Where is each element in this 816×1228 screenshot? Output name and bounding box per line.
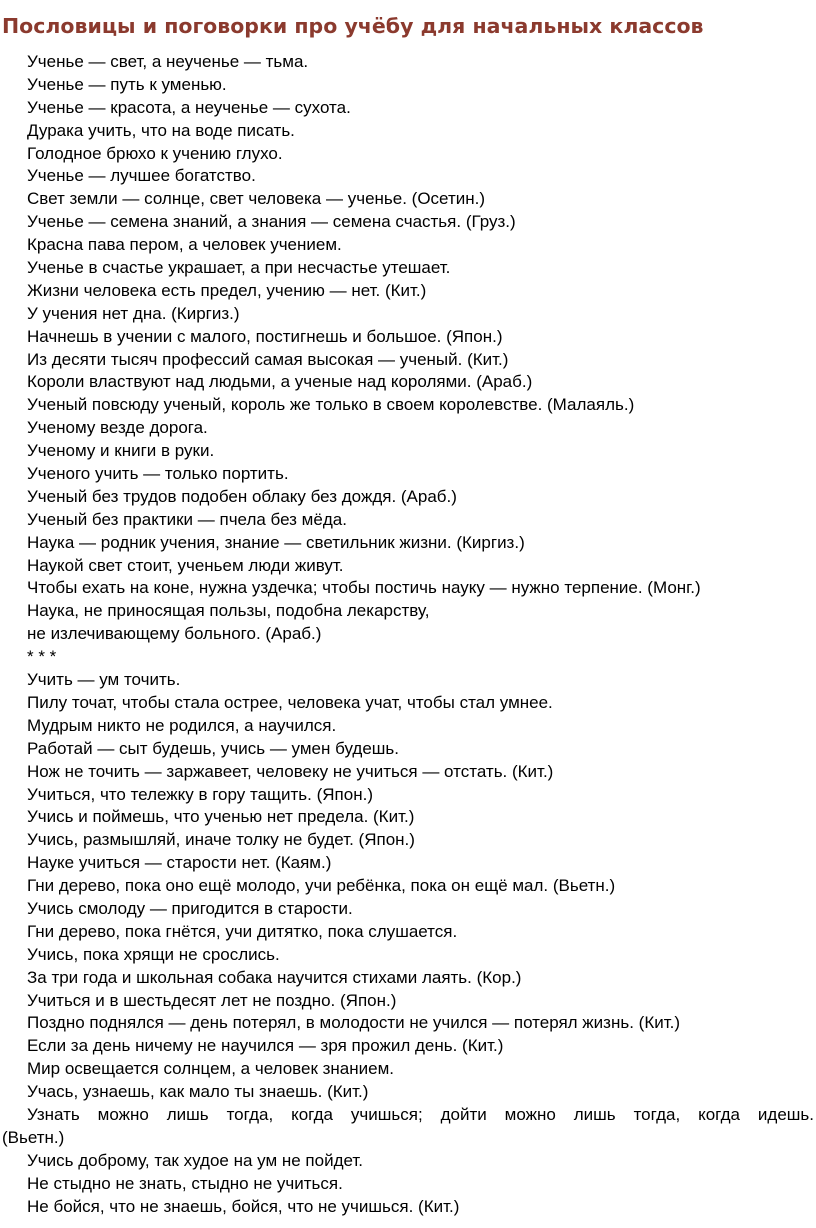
- proverb-line: За три года и школьная собака научится стихами лаять. (Кор.): [27, 967, 522, 987]
- page-title: Пословицы и поговорки про учёбу для начальных классов: [2, 14, 704, 38]
- proverb-line: Ученье — путь к уменью.: [27, 74, 227, 94]
- proverb-line: Начнешь в учении с малого, постигнешь и большое. (Япон.): [27, 326, 503, 346]
- proverb-line: Наукой свет стоит, ученьем люди живут.: [27, 555, 344, 575]
- proverb-line: Дурака учить, что на воде писать.: [27, 120, 295, 140]
- proverb-line: Нож не точить — заржавеет, человеку не учиться — отстать. (Кит.): [27, 761, 554, 781]
- proverb-line: Свет земли — солнце, свет человека — ученье. (Осетин.): [27, 189, 485, 209]
- proverb-line: У учения нет дна. (Киргиз.): [27, 303, 240, 323]
- proverb-line: Ученый без трудов подобен облаку без дождя. (Араб.): [27, 486, 457, 506]
- proverb-line: Учить — ум точить.: [27, 670, 181, 690]
- proverbs-list: [0, 51, 816, 1218]
- proverb-line: Учась, узнаешь, как мало ты знаешь. (Кит.): [27, 1082, 369, 1102]
- proverb-line: Учись смолоду — пригодится в старости.: [27, 898, 353, 918]
- proverb-line: Из десяти тысяч профессий самая высокая — ученый. (Кит.): [27, 349, 509, 369]
- proverb-line: Науке учиться — старости нет. (Каям.): [27, 853, 332, 873]
- proverb-line: Учись, размышляй, иначе толку не будет. (Япон.): [27, 830, 415, 850]
- proverb-line: Красна пава пером, а человек учением.: [27, 235, 342, 255]
- proverb-line: Ученый без практики — пчела без мёда.: [27, 509, 347, 529]
- proverb-line: Работай — сыт будешь, учись — умен будешь.: [27, 738, 399, 758]
- proverb-line: Учиться, что тележку в гору тащить. (Япон.): [27, 784, 373, 804]
- proverb-line: Если за день ничему не научился — зря прожил день. (Кит.): [27, 1036, 504, 1056]
- proverb-line: Учись, пока хрящи не срослись.: [27, 944, 280, 964]
- proverb-line: Не бойся, что не знаешь, бойся, что не учишься. (Кит.): [27, 1196, 460, 1216]
- proverb-line: Ученый повсюду ученый, король же только в своем королевстве. (Малаяль.): [27, 395, 635, 415]
- proverb-line: Короли властвуют над людьми, а ученые над королями. (Араб.): [27, 372, 533, 392]
- proverb-line: Ученье в счастье украшает, а при несчастье утешает.: [27, 258, 451, 278]
- proverb-line: Мир освещается солнцем, а человек знанием.: [27, 1059, 394, 1079]
- proverb-line: Пилу точат, чтобы стала острее, человека учат, чтобы стал умнее.: [27, 692, 553, 712]
- proverb-line: Ученому и книги в руки.: [27, 441, 215, 461]
- proverb-line: Учиться и в шестьдесят лет не поздно. (Япон.): [27, 990, 397, 1010]
- proverb-line: Ученому везде дорога.: [27, 418, 208, 438]
- proverb-line: Ученье — лучшее богатство.: [27, 166, 256, 186]
- proverb-line: Ученого учить — только портить.: [27, 464, 289, 484]
- proverb-line: Ученье — красота, а неученье — сухота.: [27, 97, 351, 117]
- proverb-line: Наука — родник учения, знание — светильник жизни. (Киргиз.): [27, 532, 525, 552]
- proverb-line: Узнать можно лишь тогда, когда учишься; дойти можно лишь тогда, когда идешь.: [27, 1104, 814, 1124]
- proverb-line: Ученье — семена знаний, а знания — семена счастья. (Груз.): [27, 212, 516, 232]
- proverb-line: Ученье — свет, а неученье — тьма.: [27, 52, 309, 71]
- proverb-line: Не стыдно не знать, стыдно не учиться.: [27, 1173, 343, 1193]
- proverb-line: не излечивающему больного. (Араб.): [27, 624, 322, 644]
- proverb-line: Гни дерево, пока гнётся, учи дитятко, пока слушается.: [27, 921, 458, 941]
- proverb-line: Учись доброму, так худое на ум не пойдет.: [27, 1150, 364, 1170]
- proverb-line: Чтобы ехать на коне, нужна уздечка; чтобы постичь науку — нужно терпение. (Монг.): [27, 578, 701, 598]
- proverb-line: Гни дерево, пока оно ещё молодо, учи ребёнка, пока он ещё мал. (Вьетн.): [27, 876, 616, 896]
- proverb-line: Жизни человека есть предел, учению — нет. (Кит.): [27, 280, 427, 300]
- proverb-line: (Вьетн.): [2, 1127, 65, 1147]
- proverb-line: * * *: [27, 647, 57, 667]
- proverb-line: Наука, не приносящая пользы, подобна лекарству,: [27, 601, 430, 621]
- proverb-line: Учись и поймешь, что ученью нет предела. (Кит.): [27, 807, 415, 827]
- proverb-line: Голодное брюхо к учению глухо.: [27, 143, 283, 163]
- proverb-line: Поздно поднялся — день потерял, в молодости не учился — потерял жизнь. (Кит.): [27, 1013, 681, 1033]
- proverb-line: Мудрым никто не родился, а научился.: [27, 715, 337, 735]
